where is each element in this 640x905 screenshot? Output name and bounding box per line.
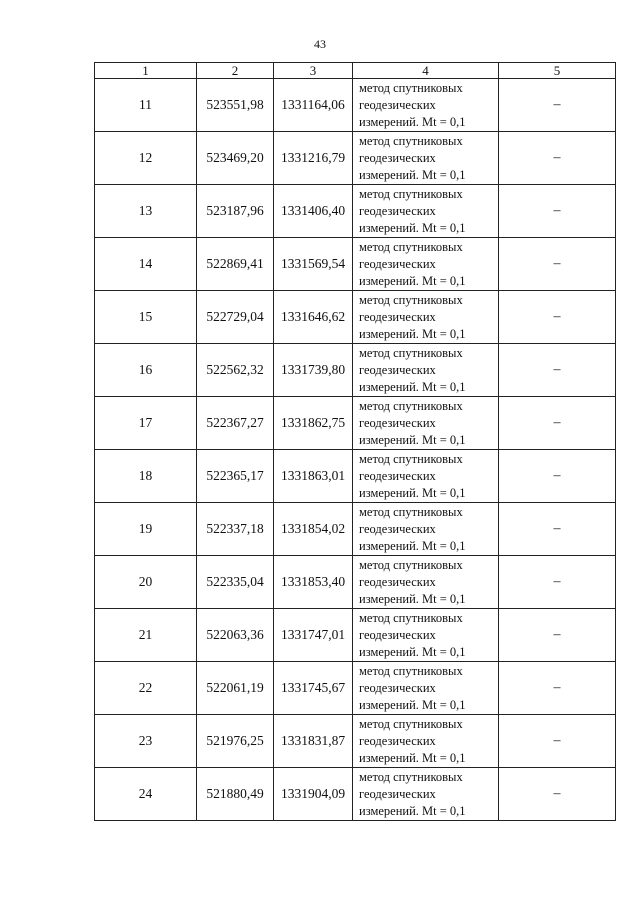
y-coordinate-cell: 1331862,75 [274,397,353,450]
point-number-cell: 18 [95,450,197,503]
y-coordinate-cell: 1331853,40 [274,556,353,609]
y-coordinate-cell: 1331216,79 [274,132,353,185]
page-number: 43 [314,37,326,51]
method-line: геодезических [359,733,436,748]
header-row [95,63,616,79]
x-coordinate-cell: 522063,36 [197,609,274,662]
col5-cell: – [499,503,616,556]
col5-cell: – [499,238,616,291]
point-number-cell: 21 [95,609,197,662]
x-coordinate-cell: 522562,32 [197,344,274,397]
method-line: геодезических [359,362,436,377]
method-line: измерений. Mt = 0,1 [359,220,466,235]
method-cell [353,715,499,768]
method-line: метод спутниковых [359,716,463,731]
point-number-cell: 22 [95,662,197,715]
table-row [95,609,616,662]
method-line: измерений. Mt = 0,1 [359,538,466,553]
method-line: метод спутниковых [359,769,463,784]
method-line: измерений. Mt = 0,1 [359,697,466,712]
table-row [95,185,616,238]
y-coordinate-cell: 1331164,06 [274,79,353,132]
y-coordinate-cell: 1331863,01 [274,450,353,503]
col5-cell: – [499,132,616,185]
point-number-cell: 24 [95,768,197,821]
x-coordinate-cell: 522337,18 [197,503,274,556]
table-row [95,556,616,609]
method-line: геодезических [359,627,436,642]
col5-cell: – [499,397,616,450]
method-line: метод спутниковых [359,557,463,572]
method-line: измерений. Mt = 0,1 [359,644,466,659]
method-line: геодезических [359,309,436,324]
coordinates-table [94,62,616,821]
table-row [95,503,616,556]
method-line: метод спутниковых [359,663,463,678]
x-coordinate-cell: 523551,98 [197,79,274,132]
method-line: геодезических [359,680,436,695]
table-row [95,397,616,450]
point-number-cell: 16 [95,344,197,397]
method-line: метод спутниковых [359,610,463,625]
table-row [95,79,616,132]
method-line: метод спутниковых [359,345,463,360]
method-line: измерений. Mt = 0,1 [359,485,466,500]
table-row [95,344,616,397]
method-line: геодезических [359,574,436,589]
col5-cell: – [499,662,616,715]
x-coordinate-cell: 522367,27 [197,397,274,450]
method-line: метод спутниковых [359,292,463,307]
method-line: измерений. Mt = 0,1 [359,591,466,606]
point-number-cell: 12 [95,132,197,185]
point-number-cell: 17 [95,397,197,450]
method-line: метод спутниковых [359,186,463,201]
y-coordinate-cell: 1331739,80 [274,344,353,397]
table-row [95,132,616,185]
method-line: измерений. Mt = 0,1 [359,379,466,394]
method-cell [353,397,499,450]
point-number-cell: 15 [95,291,197,344]
method-cell [353,291,499,344]
method-line: измерений. Mt = 0,1 [359,803,466,818]
x-coordinate-cell: 522335,04 [197,556,274,609]
method-line: метод спутниковых [359,451,463,466]
point-number-cell: 14 [95,238,197,291]
y-coordinate-cell: 1331406,40 [274,185,353,238]
method-line: измерений. Mt = 0,1 [359,432,466,447]
col5-cell: – [499,291,616,344]
method-cell [353,662,499,715]
col5-cell: – [499,556,616,609]
method-line: метод спутниковых [359,398,463,413]
header-col-1: 1 [95,63,197,79]
point-number-cell: 19 [95,503,197,556]
method-line: измерений. Mt = 0,1 [359,167,466,182]
method-cell [353,768,499,821]
x-coordinate-cell: 523187,96 [197,185,274,238]
y-coordinate-cell: 1331747,01 [274,609,353,662]
method-cell [353,344,499,397]
method-line: геодезических [359,786,436,801]
method-line: метод спутниковых [359,80,463,95]
col5-cell: – [499,79,616,132]
x-coordinate-cell: 522061,19 [197,662,274,715]
method-line: измерений. Mt = 0,1 [359,273,466,288]
y-coordinate-cell: 1331831,87 [274,715,353,768]
table-row [95,450,616,503]
x-coordinate-cell: 522365,17 [197,450,274,503]
table-row [95,715,616,768]
table-row [95,291,616,344]
col5-cell: – [499,185,616,238]
method-cell [353,556,499,609]
method-line: геодезических [359,521,436,536]
method-line: геодезических [359,415,436,430]
y-coordinate-cell: 1331904,09 [274,768,353,821]
x-coordinate-cell: 522729,04 [197,291,274,344]
table-row [95,768,616,821]
header-col-4: 4 [353,63,499,79]
method-cell [353,609,499,662]
col5-cell: – [499,715,616,768]
col5-cell: – [499,609,616,662]
method-line: геодезических [359,256,436,271]
method-line: геодезических [359,97,436,112]
col5-cell: – [499,768,616,821]
header-col-2: 2 [197,63,274,79]
point-number-cell: 13 [95,185,197,238]
table-row [95,662,616,715]
x-coordinate-cell: 521880,49 [197,768,274,821]
header-col-3: 3 [274,63,353,79]
method-line: метод спутниковых [359,239,463,254]
method-line: измерений. Mt = 0,1 [359,326,466,341]
method-line: геодезических [359,468,436,483]
method-line: геодезических [359,150,436,165]
point-number-cell: 23 [95,715,197,768]
table-header [95,63,616,79]
x-coordinate-cell: 521976,25 [197,715,274,768]
method-cell [353,132,499,185]
col5-cell: – [499,450,616,503]
method-line: геодезических [359,203,436,218]
col5-cell: – [499,344,616,397]
point-number-cell: 20 [95,556,197,609]
header-col-5: 5 [499,63,616,79]
x-coordinate-cell: 522869,41 [197,238,274,291]
method-cell [353,503,499,556]
table-row [95,238,616,291]
y-coordinate-cell: 1331646,62 [274,291,353,344]
point-number-cell: 11 [95,79,197,132]
y-coordinate-cell: 1331569,54 [274,238,353,291]
method-line: измерений. Mt = 0,1 [359,750,466,765]
method-cell [353,79,499,132]
method-line: измерений. Mt = 0,1 [359,114,466,129]
x-coordinate-cell: 523469,20 [197,132,274,185]
method-cell [353,238,499,291]
method-line: метод спутниковых [359,133,463,148]
y-coordinate-cell: 1331745,67 [274,662,353,715]
method-line: метод спутниковых [359,504,463,519]
method-cell [353,450,499,503]
table-body [95,79,616,821]
y-coordinate-cell: 1331854,02 [274,503,353,556]
method-cell [353,185,499,238]
